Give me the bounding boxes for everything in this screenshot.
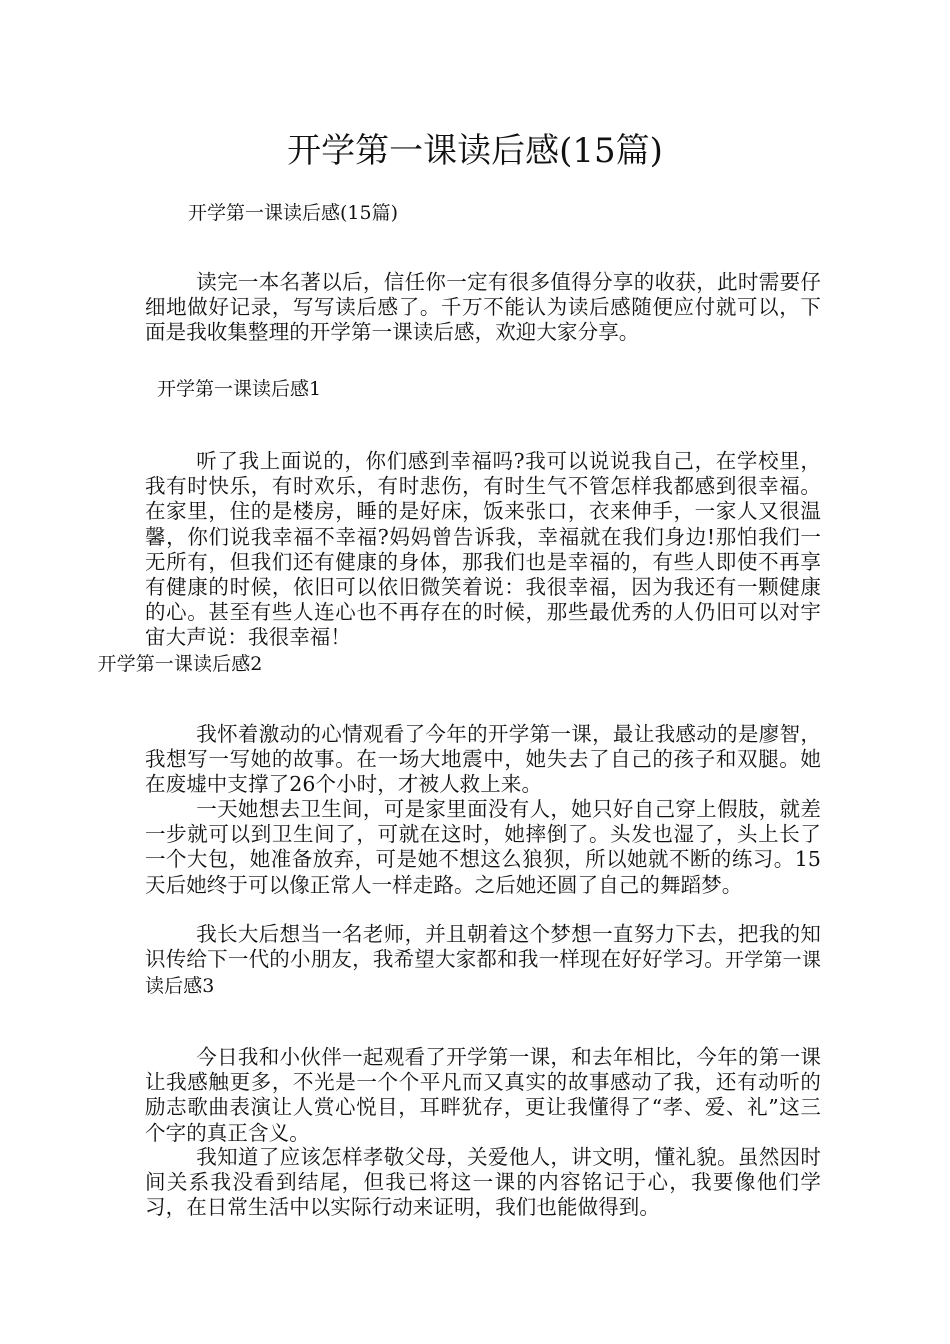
- section-1-paragraph-1: [97, 449, 821, 677]
- section-1-heading: 开学第一课读后感1: [157, 378, 322, 400]
- document-subtitle: 开学第一课读后感(15篇): [188, 202, 399, 224]
- section-3-paragraph-1: 今日我和小伙伴一起观看了开学第一课，和去年相比，今年的第一课让我感触更多，不光是一个个平凡而又真实的故事感动了我，还有动听的励志歌曲表演让人赏心悦目，耳畔犹存，更让我懂得了“孝、爱、礼”这三个字的真正含义。: [145, 1045, 821, 1145]
- document-title: 开学第一课读后感(15篇): [287, 131, 663, 171]
- section-3-heading: 开学第一课读后感3: [145, 949, 821, 998]
- section-1-paragraph-1-text: 听了我上面说的，你们感到幸福吗?我可以说说我自己，在学校里，我有时快乐，有时欢乐，有时悲伤，有时生气不管怎样我都感到很幸福。在家里，住的是楼房，睡的是好床，饭来张口，衣来伸手，一家人又很温馨，你们说我幸福不幸福?妈妈曾告诉我，幸福就在我们身边!那怕我们一无所有，但我们还有健康的身体，那我们也是幸福的，有些人即使不再享有健康的时候，依旧可以依旧微笑着说：我很幸福，因为我还有一颗健康的心。甚至有些人连心也不再存在的时候，那些最优秀的人仍旧可以对宇宙大声说：我很幸福！: [145, 449, 821, 650]
- section-2-heading: 开学第一课读后感2: [97, 652, 263, 675]
- section-2-paragraph-1: 我怀着激动的心情观看了今年的开学第一课，最让我感动的是廖智，我想写一写她的故事。在一场大地震中，她失去了自己的孩子和双腿。她在废墟中支撑了26个小时，才被人救上来。: [145, 722, 821, 797]
- section-3-paragraph-2: 我知道了应该怎样孝敬父母，关爱他人，讲文明，懂礼貌。虽然因时间关系我没看到结尾，但我已将这一课的内容铭记于心，我要像他们学习，在日常生活中以实际行动来证明，我们也能做得到。: [145, 1145, 821, 1220]
- section-2-paragraph-3: [145, 922, 821, 1000]
- intro-paragraph: 读完一本名著以后，信任你一定有很多值得分享的收获，此时需要仔细地做好记录，写写读后感了。千万不能认为读后感随便应付就可以，下面是我收集整理的开学第一课读后感，欢迎大家分享。: [145, 270, 821, 345]
- section-2-paragraph-2: 一天她想去卫生间，可是家里面没有人，她只好自己穿上假肢，就差一步就可以到卫生间了，可就在这时，她摔倒了。头发也湿了，头上长了一个大包，她准备放弃，可是她不想这么狼狈，所以她就不断的练习。15天后她终于可以像正常人一样走路。之后她还圆了自己的舞蹈梦。: [145, 797, 821, 897]
- section-2-paragraph-3-text: 我长大后想当一名老师，并且朝着这个梦想一直努力下去，把我的知识传给下一代的小朋友，我希望大家都和我一样现在好好学习。: [145, 922, 821, 972]
